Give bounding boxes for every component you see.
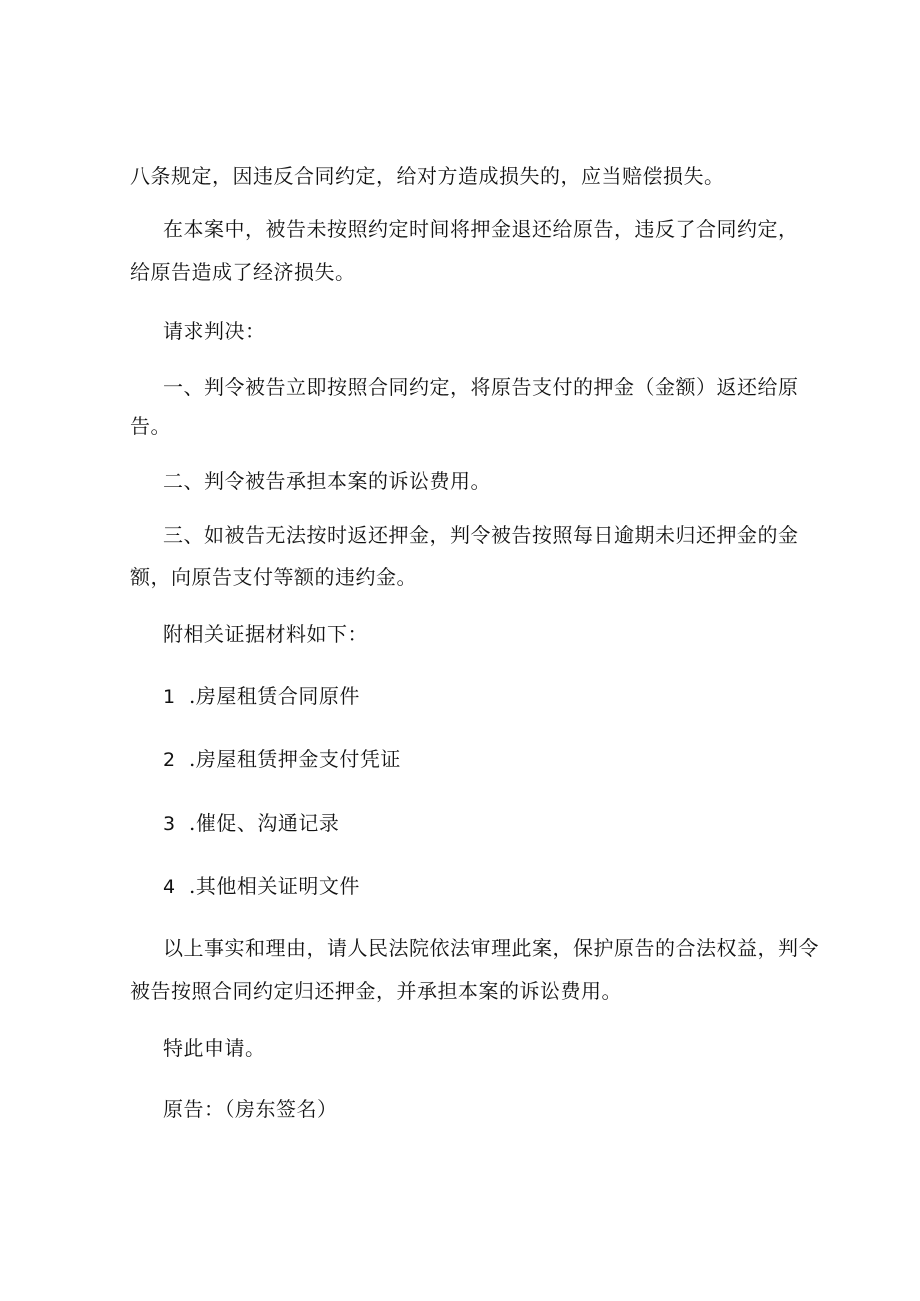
evidence-item (163, 683, 360, 710)
evidence-item (163, 746, 401, 773)
paragraph-case-line-2: 给原告造成了经济损失。 (130, 260, 356, 284)
evidence-item-number: 3 (163, 813, 176, 835)
evidence-item (163, 873, 360, 900)
claim-1-line-2: 告。 (130, 414, 171, 438)
evidence-item-text: .其他相关证明文件 (189, 874, 360, 898)
evidence-item-text: .房屋租赁押金支付凭证 (189, 747, 401, 771)
claim-3-line-1: 三、如被告无法按时返还押金，判令被告按照每日逾期未归还押金的金 (163, 523, 799, 547)
evidence-item-text: .房屋租赁合同原件 (189, 684, 360, 708)
evidence-item-number: 4 (163, 876, 176, 898)
evidence-heading: 附相关证据材料如下： (163, 622, 368, 646)
claim-2: 二、判令被告承担本案的诉讼费用。 (163, 469, 491, 493)
conclusion-line-2: 被告按照合同约定归还押金，并承担本案的诉讼费用。 (130, 979, 622, 1003)
signature-line: 原告：（房东签名） (163, 1097, 338, 1121)
claims-heading: 请求判决： (163, 319, 266, 343)
evidence-item-text: .催促、沟通记录 (189, 811, 340, 835)
evidence-item (163, 810, 339, 837)
closing-line: 特此申请。 (163, 1036, 266, 1060)
conclusion-line-1: 以上事实和理由，请人民法院依法审理此案，保护原告的合法权益，判令 (163, 936, 819, 960)
evidence-item-number: 2 (163, 749, 176, 771)
claim-3-line-2: 额，向原告支付等额的违约金。 (130, 565, 417, 589)
paragraph-case-line-1: 在本案中，被告未按照约定时间将押金退还给原告，违反了合同约定， (163, 217, 799, 241)
evidence-item-number: 1 (163, 686, 176, 708)
paragraph-continuation: 八条规定，因违反合同约定，给对方造成损失的，应当赔偿损失。 (130, 164, 725, 188)
claim-1-line-1: 一、判令被告立即按照合同约定，将原告支付的押金（金额）返还给原 (163, 375, 799, 399)
